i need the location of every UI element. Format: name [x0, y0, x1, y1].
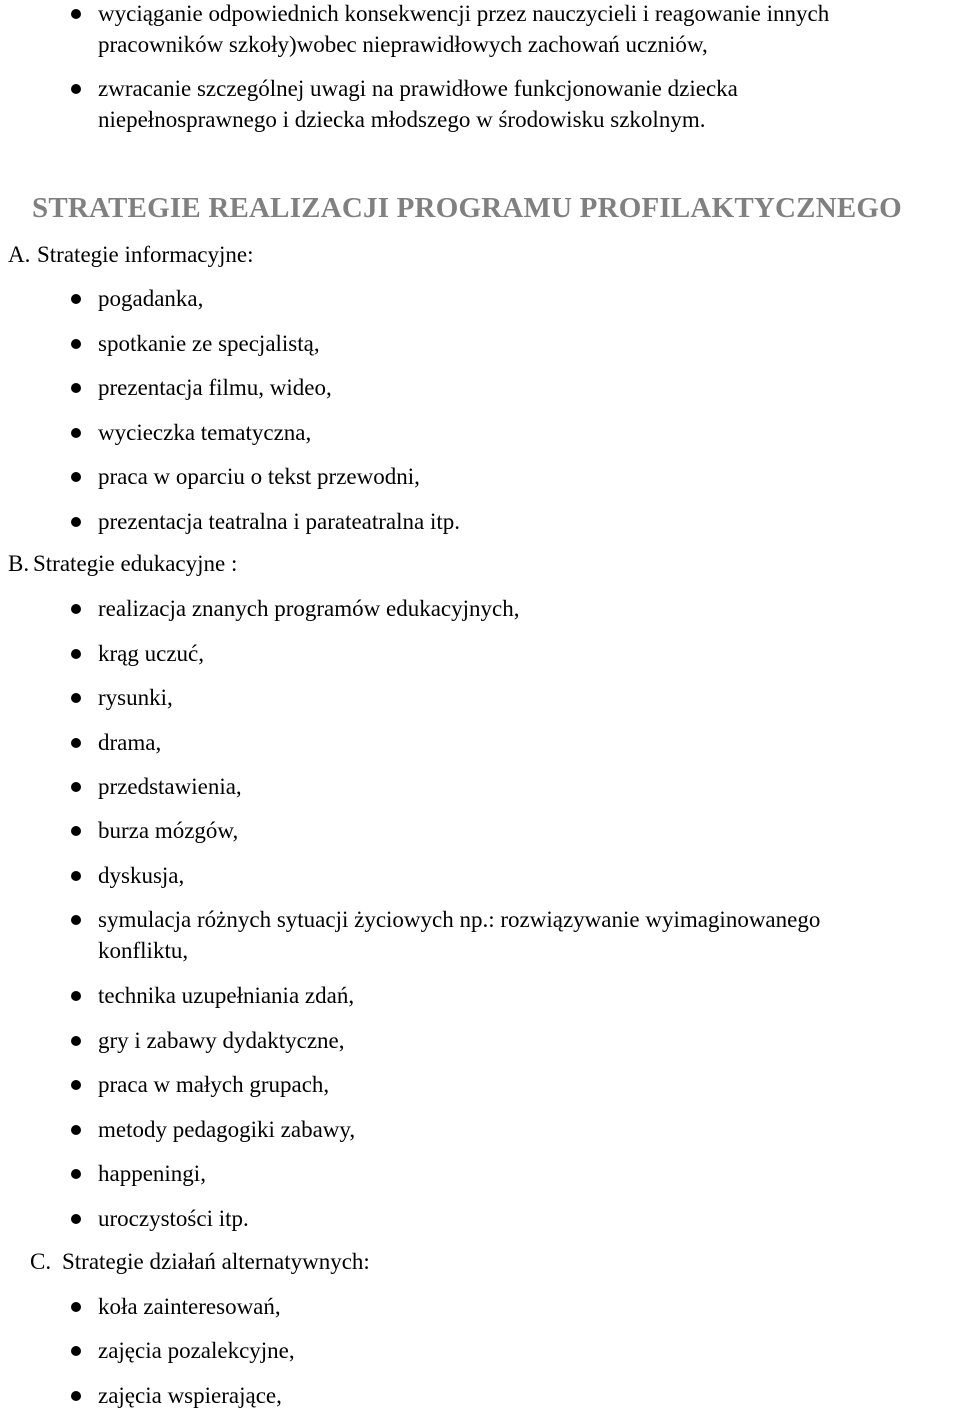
list-item: zajęcia wspierające, [98, 1383, 282, 1408]
list-item: happeningi, [98, 1161, 206, 1186]
list-item: dyskusja, [98, 863, 185, 888]
bullet-icon [71, 693, 81, 703]
bullet-icon [71, 339, 81, 349]
list-item: prezentacja filmu, wideo, [98, 375, 332, 400]
section-c-title: Strategie działań alternatywnych: [62, 1249, 370, 1274]
bullet-icon [71, 1346, 81, 1356]
bullet-icon [71, 738, 81, 748]
bullet-icon [71, 428, 81, 438]
list-item: gry i zabawy dydaktyczne, [98, 1028, 345, 1053]
list-item-text: zwracanie szczególnej uwagi na prawidłowe funkcjonowanie dziecka [98, 76, 738, 101]
section-a-title: Strategie informacyjne: [37, 242, 254, 267]
bullet-icon [71, 1169, 81, 1179]
bullet-icon [71, 9, 81, 19]
list-item-text: wyciąganie odpowiednich konsekwencji przez nauczycieli i reagowanie innych [98, 1, 830, 26]
section-b-title: Strategie edukacyjne : [33, 551, 238, 576]
list-item: metody pedagogiki zabawy, [98, 1117, 356, 1142]
list-item: drama, [98, 730, 162, 755]
list-item: uroczystości itp. [98, 1206, 249, 1231]
list-item: praca w małych grupach, [98, 1072, 330, 1097]
bullet-icon [71, 915, 81, 925]
list-item: wycieczka tematyczna, [98, 420, 312, 445]
list-item-text-continuation: niepełnosprawnego i dziecka młodszego w środowisku szkolnym. [98, 107, 706, 132]
bullet-icon [71, 782, 81, 792]
list-item: przedstawienia, [98, 774, 242, 799]
bullet-icon [71, 472, 81, 482]
list-item: spotkanie ze specjalistą, [98, 331, 320, 356]
bullet-icon [71, 871, 81, 881]
list-item: technika uzupełniania zdań, [98, 983, 355, 1008]
bullet-icon [71, 991, 81, 1001]
section-a-letter: A. [8, 242, 31, 267]
bullet-icon [71, 1391, 81, 1401]
list-item: prezentacja teatralna i parateatralna itp. [98, 509, 461, 534]
bullet-icon [71, 1125, 81, 1135]
bullet-icon [71, 517, 81, 527]
bullet-icon [71, 1302, 81, 1312]
bullet-icon [71, 294, 81, 304]
section-heading: STRATEGIE REALIZACJI PROGRAMU PROFILAKTYCZNEGO [32, 192, 902, 224]
bullet-icon [71, 1214, 81, 1224]
bullet-icon [71, 383, 81, 393]
list-item: realizacja znanych programów edukacyjnych, [98, 596, 520, 621]
list-item: praca w oparciu o tekst przewodni, [98, 464, 420, 489]
bullet-icon [71, 604, 81, 614]
list-item-continuation: konfliktu, [98, 938, 189, 963]
bullet-icon [71, 1080, 81, 1090]
bullet-icon [71, 84, 81, 94]
list-item: koła zainteresowań, [98, 1294, 281, 1319]
list-item-text-continuation: pracowników szkoły)wobec nieprawidłowych zachowań uczniów, [98, 32, 708, 57]
list-item: pogadanka, [98, 286, 204, 311]
list-item: rysunki, [98, 685, 173, 710]
section-b-letter: B. [8, 551, 30, 576]
bullet-icon [71, 1036, 81, 1046]
bullet-icon [71, 649, 81, 659]
list-item: burza mózgów, [98, 818, 239, 843]
list-item: symulacja różnych sytuacji życiowych np.: rozwiązywanie wyimaginowanego [98, 907, 821, 932]
section-c-letter: C. [30, 1249, 52, 1274]
bullet-icon [71, 826, 81, 836]
list-item: krąg uczuć, [98, 641, 204, 666]
list-item: zajęcia pozalekcyjne, [98, 1338, 295, 1363]
